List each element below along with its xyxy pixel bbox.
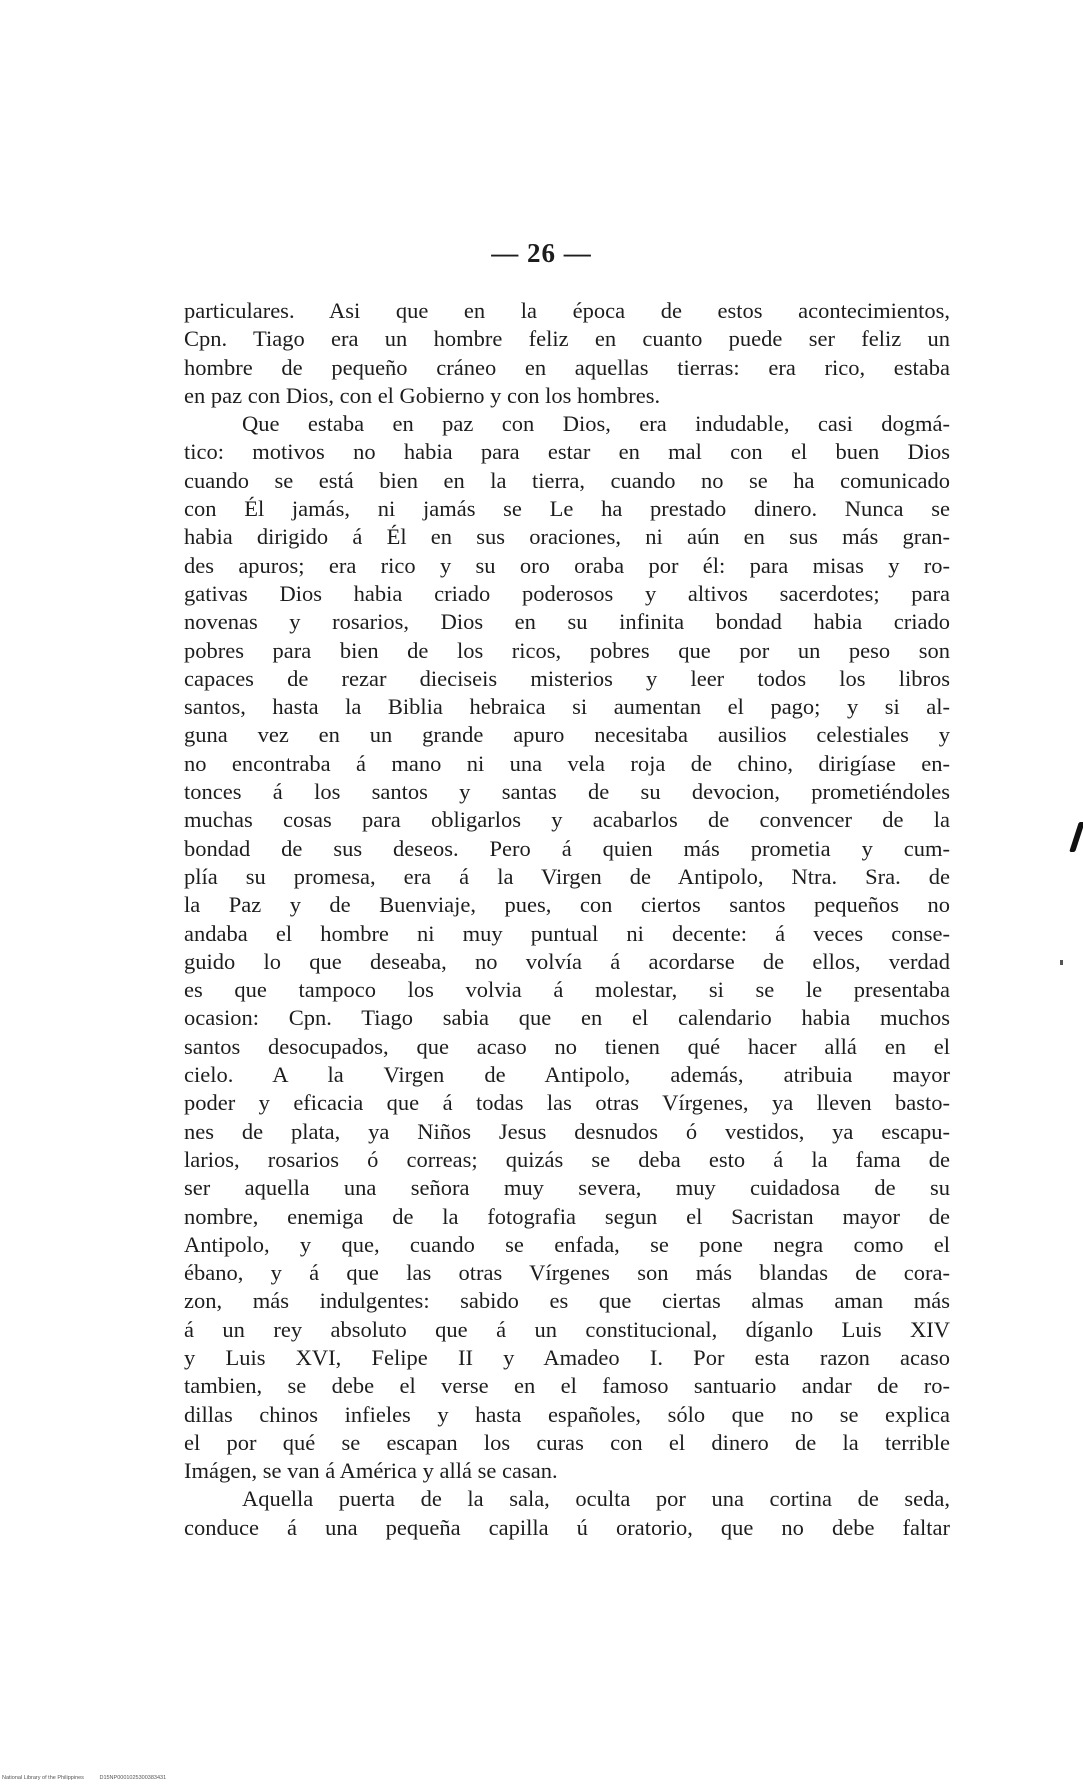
text-line: guna vez en un grande apuro necesitaba ausilios celestiales y [184,722,950,748]
text-line: Cpn. Tiago era un hombre feliz en cuanto puede ser feliz un [184,326,950,352]
text-line: á un rey absoluto que á un constitucional, díganlo Luis XIV [184,1316,950,1342]
text-line: tambien, se debe el verse en el famoso santuario andar de ro- [184,1373,950,1399]
footer-library: National Library of the Philippines [2,1775,84,1781]
page-number: — 26 — [491,238,592,268]
text-line: novenas y rosarios, Dios en su infinita bondad habia criado [184,609,950,635]
text-line: y Luis XVI, Felipe II y Amadeo I. Por esta razon acaso [184,1344,950,1370]
margin-ink-dot [1060,960,1063,965]
text-line: muchas cosas para obligarlos y acabarlos de convencer de la [184,807,950,833]
text-line: Aquella puerta de la sala, oculta por una cortina de seda, [242,1486,950,1512]
text-line: Imágen, se van á América y allá se casan. [184,1458,558,1484]
text-line: es que tampoco los volvia á molestar, si se le presentaba [184,977,950,1003]
text-line: hombre de pequeño cráneo en aquellas tierras: era rico, estaba [184,354,950,380]
text-line: la Paz y de Buenviaje, pues, con ciertos santos pequeños no [184,892,950,918]
body-text [184,297,950,1542]
text-line: cielo. A la Virgen de Antipolo, además, atribuia mayor [184,1062,950,1088]
text-line: nombre, enemiga de la fotografia segun el Sacristan mayor de [184,1203,950,1229]
text-line: plía su promesa, era á la Virgen de Antipolo, Ntra. Sra. de [184,863,950,889]
text-line: gativas Dios habia criado poderosos y altivos sacerdotes; para [184,580,950,606]
scan-footer [2,1775,180,1781]
text-line: larios, rosarios ó correas; quizás se deba esto á la fama de [184,1146,950,1172]
text-line: ocasion: Cpn. Tiago sabia que en el calendario habia muchos [184,1005,950,1031]
margin-ink-mark [1069,822,1083,852]
text-line: pobres para bien de los ricos, pobres que por un peso son [184,637,950,663]
text-line: tonces á los santos y santas de su devocion, prometiéndoles [184,779,950,805]
text-line: ébano, y á que las otras Vírgenes son más blandas de cora- [184,1260,950,1286]
text-line: zon, más indulgentes: sabido es que ciertas almas aman más [184,1288,950,1314]
text-line: nes de plata, ya Niños Jesus desnudos ó vestidos, ya escapu- [184,1118,950,1144]
text-line: guido lo que deseaba, no volvía á acordarse de ellos, verdad [184,948,950,974]
text-line: dillas chinos infieles y hasta españoles, sólo que no se explica [184,1401,950,1427]
text-line: habia dirigido á Él en sus oraciones, ni aún en sus más gran- [184,524,950,550]
text-line: capaces de rezar dieciseis misterios y leer todos los libros [184,665,950,691]
text-line: poder y eficacia que á todas las otras Vírgenes, ya lleven basto- [184,1090,950,1116]
text-line: con Él jamás, ni jamás se Le ha prestado dinero. Nunca se [184,496,950,522]
text-line: Antipolo, y que, cuando se enfada, se pone negra como el [184,1231,950,1257]
text-line: des apuros; era rico y su oro oraba por él: para misas y ro- [184,552,950,578]
text-line: tico: motivos no habia para estar en mal con el buen Dios [184,439,950,465]
text-line: andaba el hombre ni muy puntual ni decente: á veces conse- [184,920,950,946]
text-line: Que estaba en paz con Dios, era indudable, casi dogmá- [242,411,950,437]
text-line: cuando se está bien en la tierra, cuando no se ha comunicado [184,467,950,493]
text-line: particulares. Asi que en la época de estos acontecimientos, [184,298,950,323]
text-line: ser aquella una señora muy severa, muy cuidadosa de su [184,1175,950,1201]
footer-code: D15NP0001025300383431 [99,1775,167,1781]
text-line: el por qué se escapan los curas con el dinero de la terrible [184,1429,950,1455]
text-line: bondad de sus deseos. Pero á quien más prometia y cum- [184,835,950,861]
text-line: santos desocupados, que acaso no tienen qué hacer allá en el [184,1033,950,1059]
text-line: santos, hasta la Biblia hebraica si aumentan el pago; y si al- [184,694,950,720]
text-line: en paz con Dios, con el Gobierno y con los hombres. [184,382,661,408]
text-line: conduce á una pequeña capilla ú oratorio, que no debe faltar [184,1514,950,1540]
text-line: no encontraba á mano ni una vela roja de chino, dirigíase en- [184,750,950,776]
